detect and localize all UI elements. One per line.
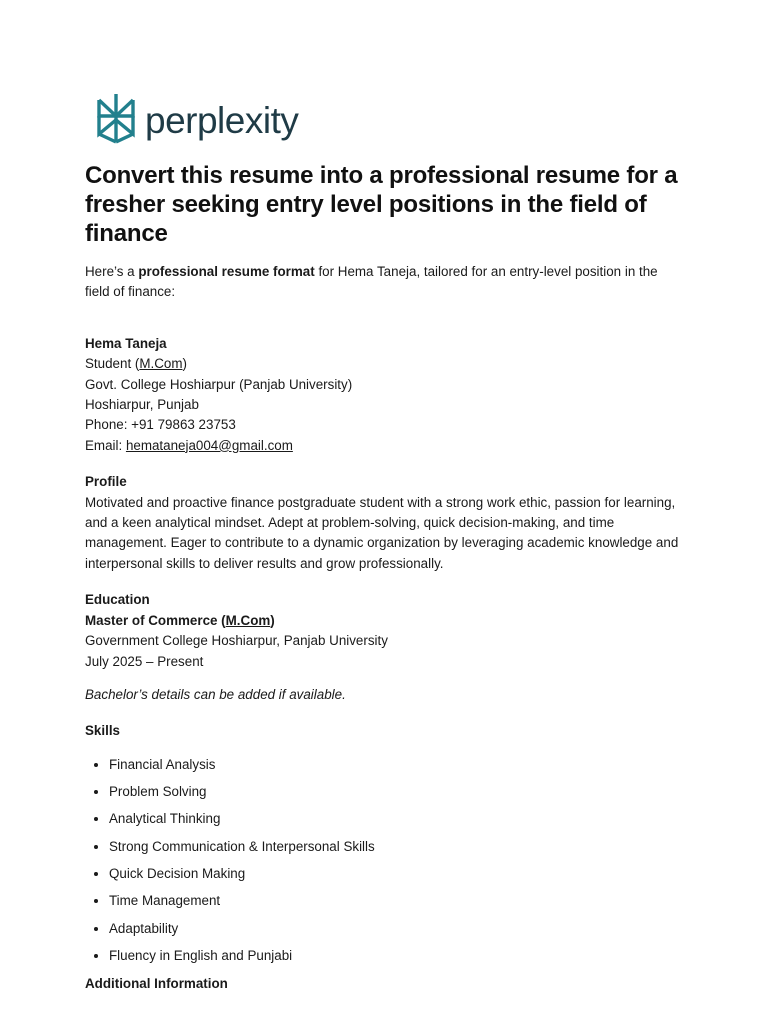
profile-heading: Profile xyxy=(85,474,127,490)
list-item: • Financial Analysis xyxy=(109,755,685,775)
list-item: • Problem Solving xyxy=(109,782,685,802)
education-dates: July 2025 – Present xyxy=(85,653,204,669)
profile-section xyxy=(85,472,685,574)
role-suffix: ) xyxy=(182,356,187,372)
profile-text: Motivated and proactive finance postgraduate student with a strong work ethic, passion for learning, and a keen analytical mindset. Adept at problem-solving, quick decision-making, and time management. Eager to contribute to a dynamic organization by leveraging academic knowledge and interpersonal skills to deliver results and grow professionally. xyxy=(85,494,679,571)
candidate-role xyxy=(85,354,685,374)
skills-heading: Skills xyxy=(85,723,120,739)
page-title: Convert this resume into a professional resume for a fresher seeking entry level positions in the field of finance xyxy=(85,162,678,247)
list-item: • Analytical Thinking xyxy=(109,809,685,829)
skills-section xyxy=(85,721,685,966)
degree-suffix: ) xyxy=(270,612,275,628)
candidate-email xyxy=(85,436,685,456)
contact-block xyxy=(85,334,685,456)
additional-heading: Additional Information xyxy=(85,976,228,992)
degree-prefix: Master of Commerce ( xyxy=(85,612,226,628)
list-item: • Time Management xyxy=(109,891,685,911)
candidate-name: Hema Taneja xyxy=(85,335,167,351)
degree-link[interactable]: M.Com xyxy=(225,612,271,628)
list-item: • Fluency in English and Punjabi xyxy=(109,946,685,966)
skills-list xyxy=(85,755,685,966)
education-section xyxy=(85,590,685,672)
candidate-phone: Phone: +91 79863 23753 xyxy=(85,417,236,433)
answer-body xyxy=(85,262,685,995)
education-note: Bachelor’s details can be added if available. xyxy=(85,686,346,702)
email-label: Email: xyxy=(85,437,126,453)
perplexity-logo xyxy=(95,92,298,149)
role-link[interactable]: M.Com xyxy=(139,356,183,372)
intro-prefix: Here’s a xyxy=(85,264,139,279)
perplexity-logo-icon xyxy=(95,92,137,149)
education-heading: Education xyxy=(85,592,150,608)
intro-paragraph xyxy=(85,262,685,303)
intro-bold: professional resume format xyxy=(138,264,315,279)
brand-name: perplexity xyxy=(145,100,299,141)
list-item: • Adaptability xyxy=(109,919,685,939)
institution: Government College Hoshiarpur, Panjab University xyxy=(85,633,388,649)
degree xyxy=(85,611,685,631)
list-item: • Quick Decision Making xyxy=(109,864,685,884)
list-item: • Strong Communication & Interpersonal Skills xyxy=(109,837,685,857)
candidate-location: Hoshiarpur, Punjab xyxy=(85,397,199,413)
intro-suffix: for Hema Taneja, tailored for an entry-level position in the field of finance: xyxy=(85,264,658,300)
candidate-college: Govt. College Hoshiarpur (Panjab University) xyxy=(85,376,353,392)
email-link[interactable]: hemataneja004@gmail.com xyxy=(125,437,293,453)
role-prefix: Student ( xyxy=(85,356,140,372)
